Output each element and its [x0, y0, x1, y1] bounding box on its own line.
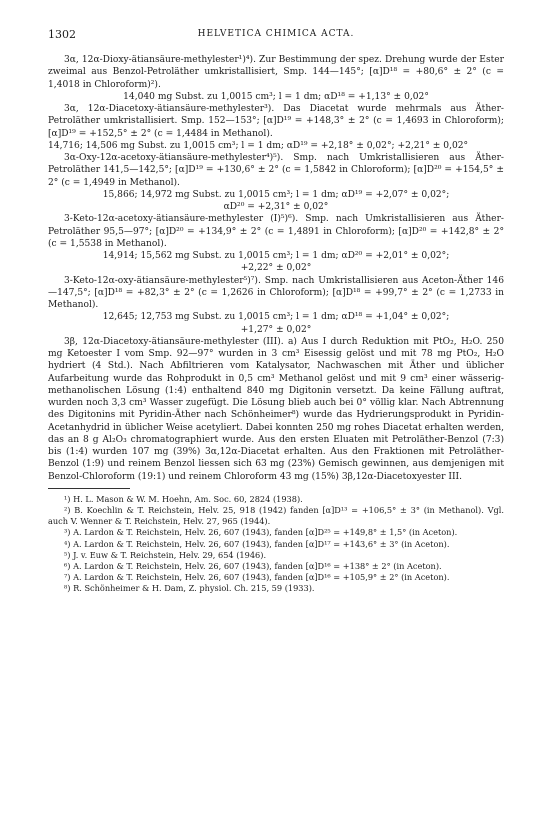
measurement-line: 15,866; 14,972 mg Subst. zu 1,0015 cm³; l = 1 dm; αD¹⁹ = +2,07° ± 0,02°; — [102, 189, 450, 200]
footnote: ²) B. Koechlin & T. Reichstein, Helv. 25, 918 (1942) fanden [α]D¹³ = +106,5° ± 3° (in Methanol). Vgl. auch V. Wenner & T. Reichstein, Helv. 27, 965 (1944). — [48, 504, 504, 527]
measurement-line: 12,645; 12,753 mg Subst. zu 1,0015 cm³; l = 1 dm; αD¹⁸ = +1,04° ± 0,02°; — [102, 312, 450, 323]
running-header — [48, 28, 504, 44]
footnote: ⁵) J. v. Euw & T. Reichstein, Helv. 29, 654 (1946). — [64, 549, 267, 560]
footnote: ⁴) A. Lardon & T. Reichstein, Helv. 26, 607 (1943), fanden [α]D¹⁷ = +143,6° ± 3° (in Aceton). — [64, 538, 450, 549]
footnote: ¹) H. L. Mason & W. M. Hoehn, Am. Soc. 60, 2824 (1938). — [64, 493, 303, 504]
footnote: ⁶) A. Lardon & T. Reichstein, Helv. 26, 607 (1943), fanden [α]D¹⁶ = +138° ± 2° (in Aceton). — [64, 560, 442, 571]
measurement-line: +1,27° ± 0,02° — [240, 324, 312, 335]
footnote-divider — [48, 488, 130, 489]
article-body — [48, 54, 504, 595]
journal-title: HELVETICA CHIMICA ACTA. — [197, 29, 355, 39]
paragraph: 3-Keto-12α-acetoxy-ätiansäure-methylester (I)⁵)⁶). Smp. nach Umkristallisieren aus Äther-Petroläther 95,5—97°; [α]D²⁰ = +134,9° ± 2° (c = 1,4891 in Chloroform); [α]D²⁰ = +142,8° ± 2° (c = 1,5538 in Methanol). — [48, 214, 504, 249]
footnote: ⁸) R. Schönheimer & H. Dam, Z. physiol. Ch. 215, 59 (1933). — [64, 583, 315, 594]
measurement-line: 14,716; 14,506 mg Subst. zu 1,0015 cm³; l = 1 dm; αD¹⁹ = +2,18° ± 0,02°; +2,21° ± 0,02° — [48, 140, 469, 151]
page-number: 1302 — [48, 28, 76, 41]
paragraph: 3α, 12α-Dioxy-ätiansäure-methylester¹)⁴). Zur Bestimmung der spez. Drehung wurde der Ester zweimal aus Benzol-Petroläther umkristallisiert, Smp. 144—145°; [α]D¹⁸ = +80,6° ± 2° (c = 1,4018 in Chloroform)²). — [48, 55, 504, 90]
measurement-line: 14,040 mg Subst. zu 1,0015 cm³; l = 1 dm; αD¹⁸ = +1,13° ± 0,02° — [123, 91, 429, 102]
paragraph: 3α-Oxy-12α-acetoxy-ätiansäure-methylester⁴)⁵). Smp. nach Umkristallisieren aus Äther-Petroläther 141,5—142,5°; [α]D¹⁹ = +130,6° ± 2° (c = 1,5842 in Chloroform); [α]D²⁰ = +154,5° ± 2° (c = 1,4949 in Methanol). — [48, 153, 504, 188]
measurement-line: αD²⁰ = +2,31° ± 0,02° — [223, 202, 329, 212]
measurement-line: +2,22° ± 0,02° — [240, 263, 312, 274]
paragraph: 3α, 12α-Diacetoxy-ätiansäure-methylester³). Das Diacetat wurde mehrmals aus Äther-Petroläther umkristallisiert. Smp. 152—153°; [α]D¹⁹ = +148,3° ± 2° (c = 1,4693 in Chloroform); [α]D¹⁹ = +152,5° ± 2° (c = 1,4484 in Methanol). — [48, 104, 504, 139]
footnote: ³) A. Lardon & T. Reichstein, Helv. 26, 607 (1943), fanden [α]D²⁵ = +149,8° ± 1,5° (in Aceton). — [64, 527, 458, 538]
paragraph: 3β, 12α-Diacetoxy-ätiansäure-methylester (III). a) Aus I durch Reduktion mit PtO₂, H₂O. 250 mg Ketoester I vom Smp. 92—97° wurden in 3 cm³ Eisessig gelöst und mit 78 mg PtO₂, H₂O hydriert (4 Std.). Nach Abfiltrieren vom Katalysator, Nachwaschen mit Äther und üblicher Aufarbeitung wurde das Rohprodukt in 0,5 cm³ Methanol gelöst und mit 9 cm³ einer wässerig-methanolischen Lösung (1:4) enthaltend 840 mg Digitonin versetzt. Da keine Fällung auftrat, wurden noch 3,3 cm³ Wasser zugefügt. Die Lösung blieb auch bei 0° völlig klar. Nach Abtrennung des Digitonins mit Pyridin-Äther nach Schönheimer⁸) wurde das Hydrierungsprodukt in Pyridin-Acetanhydrid in üblicher Weise acetyliert. Dabei konnten 250 mg rohes Diacetat erhalten werden, das an 8 g Al₂O₃ chromatographiert wurde. Aus den ersten Eluaten mit Petroläther-Benzol (7:3) bis (1:4) wurden 107 mg (39%) 3α,12α-Diacetat erhalten. Aus den Fraktionen mit Petroläther-Benzol (1:9) und reinem Benzol liessen sich 63 mg (23%) Gemisch gewinnen, aus demjenigen mit Benzol-Chloroform (19:1) und reinem Chloroform 43 mg (15%) 3β,12α-Diacetoxyester III. — [48, 336, 504, 482]
footnote: ⁷) A. Lardon & T. Reichstein, Helv. 26, 607 (1943), fanden [α]D¹⁶ = +105,9° ± 2° (in Aceton). — [64, 572, 450, 583]
paragraph: 3-Keto-12α-oxy-ätiansäure-methylester⁵)⁷). Smp. nach Umkristallisieren aus Aceton-Äther 146—147,5°; [α]D¹⁸ = +82,3° ± 2° (c = 1,2626 in Chloroform); [α]D¹⁸ = +99,7° ± 2° (c = 1,2733 in Methanol). — [48, 275, 504, 310]
measurement-line: 14,914; 15,562 mg Subst. zu 1,0015 cm³; l = 1 dm; αD²⁰ = +2,01° ± 0,02°; — [102, 251, 450, 261]
